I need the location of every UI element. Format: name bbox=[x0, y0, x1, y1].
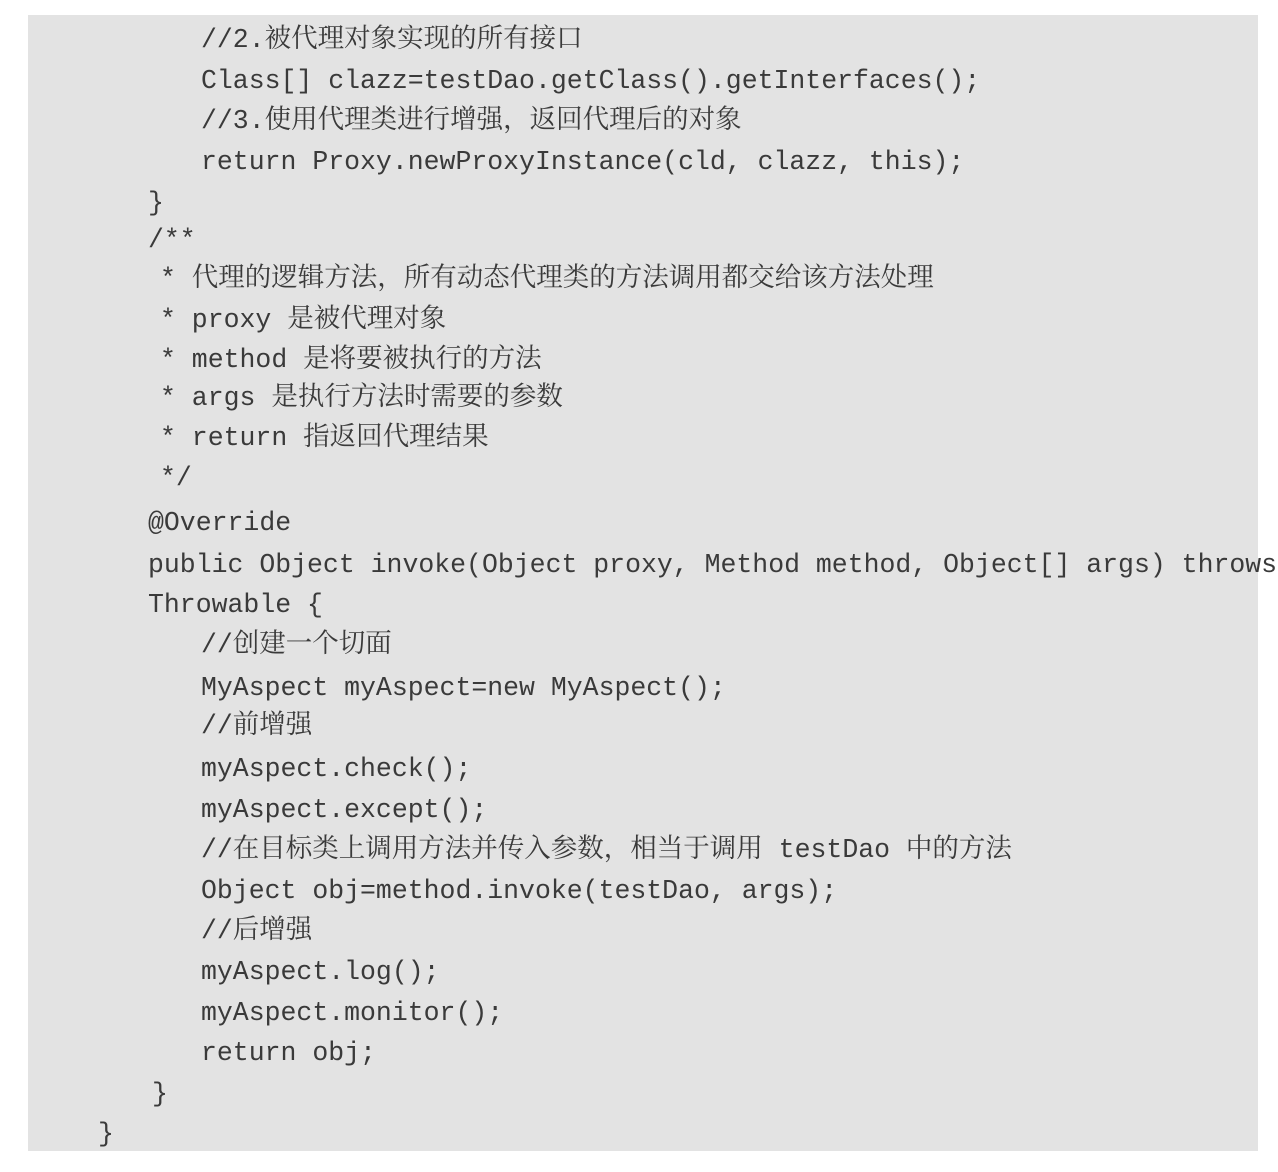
javadoc-end: */ bbox=[160, 463, 192, 493]
code-comment: //前增强 bbox=[201, 711, 313, 741]
code-line: Class[] clazz=testDao.getClass().getInterfaces(); bbox=[201, 66, 981, 96]
code-line: MyAspect myAspect=new MyAspect(); bbox=[201, 673, 726, 703]
method-signature-cont: Throwable { bbox=[148, 590, 323, 620]
code-comment: //2.被代理对象实现的所有接口 bbox=[201, 25, 583, 55]
javadoc-line: * method 是将要被执行的方法 bbox=[160, 345, 542, 375]
code-comment: //创建一个切面 bbox=[201, 630, 392, 660]
code-brace: } bbox=[152, 1079, 168, 1109]
code-line: return Proxy.newProxyInstance(cld, clazz, this); bbox=[201, 147, 965, 177]
javadoc-line: * args 是执行方法时需要的参数 bbox=[160, 383, 563, 413]
javadoc-start: /** bbox=[148, 225, 196, 255]
code-brace: } bbox=[98, 1119, 114, 1149]
code-line: myAspect.monitor(); bbox=[201, 998, 504, 1028]
method-signature: public Object invoke(Object proxy, Method method, Object[] args) throws bbox=[148, 550, 1278, 580]
annotation: @Override bbox=[148, 508, 292, 538]
javadoc-line: * 代理的逻辑方法，所有动态代理类的方法调用都交给该方法处理 bbox=[160, 264, 934, 294]
javadoc-line: * proxy 是被代理对象 bbox=[160, 305, 447, 335]
code-comment: //在目标类上调用方法并传入参数，相当于调用 testDao 中的方法 bbox=[201, 835, 1012, 865]
code-line: Object obj=method.invoke(testDao, args); bbox=[201, 876, 838, 906]
javadoc-line: * return 指返回代理结果 bbox=[160, 423, 489, 453]
code-line: myAspect.log(); bbox=[201, 957, 440, 987]
code-line: myAspect.check(); bbox=[201, 754, 472, 784]
code-comment: //后增强 bbox=[201, 916, 313, 946]
code-brace: } bbox=[148, 188, 164, 218]
code-comment: //3.使用代理类进行增强，返回代理后的对象 bbox=[201, 106, 742, 136]
code-line: return obj; bbox=[201, 1038, 376, 1068]
code-line: myAspect.except(); bbox=[201, 795, 488, 825]
